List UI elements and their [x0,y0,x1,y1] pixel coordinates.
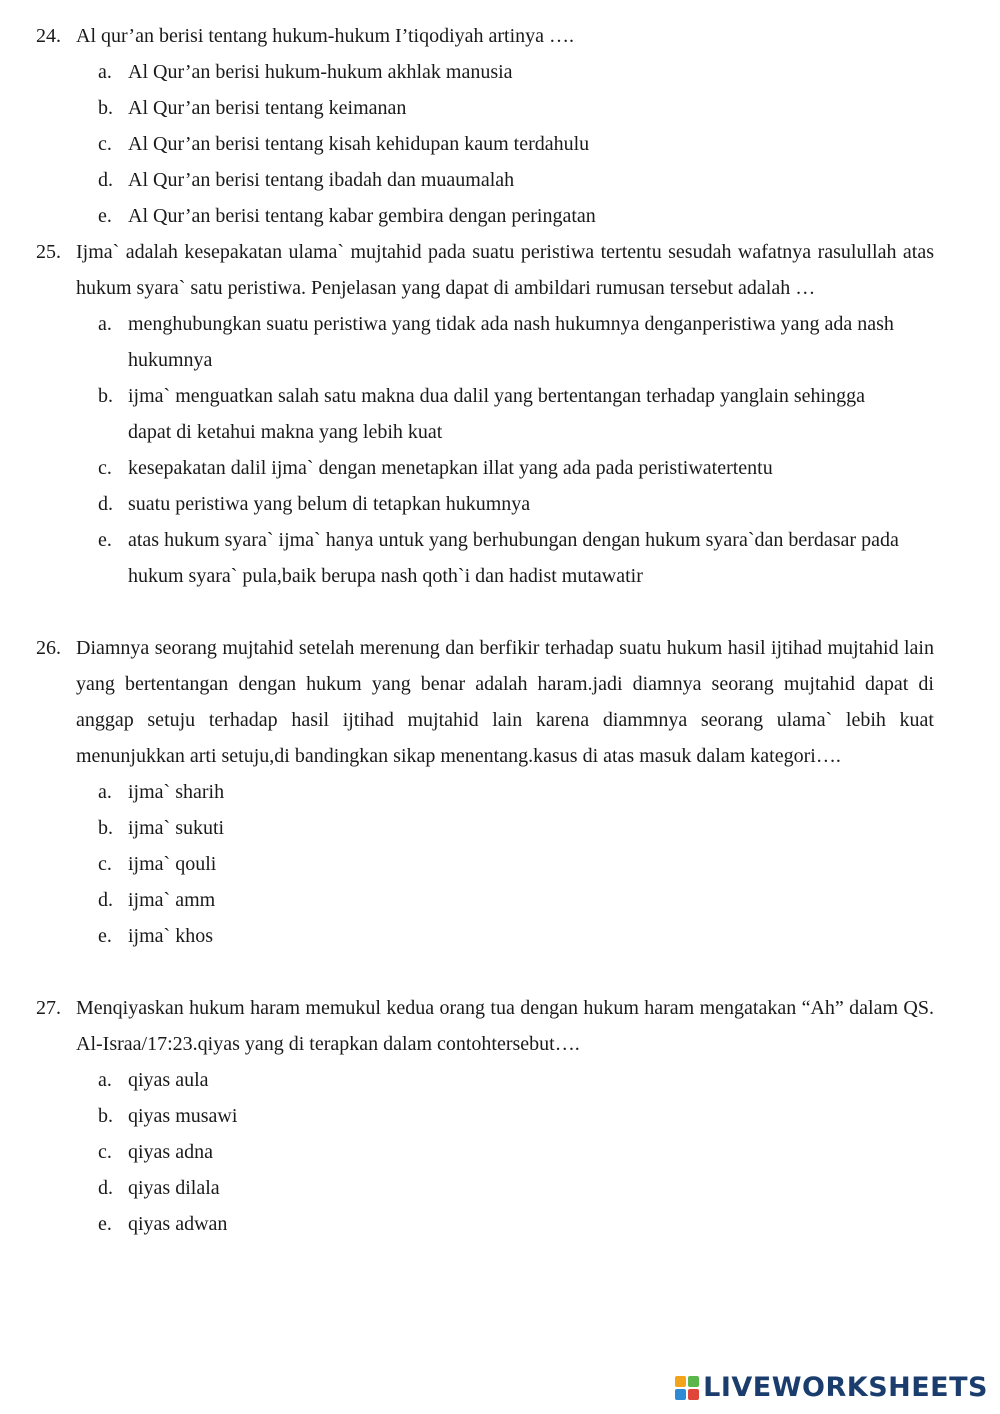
option-text: ijma` khos [128,925,213,947]
logo-tile [675,1389,686,1400]
option-text: ijma` qouli [128,853,217,875]
option-text: menghubungkan suatu peristiwa yang tidak ada nash hukumnya denganperistiwa yang ada nash hukumnya [128,313,894,371]
question-number: 27. [36,997,61,1019]
option-letter: e. [98,529,112,551]
option-a[interactable] [0,54,1000,90]
option-d[interactable] [0,486,1000,522]
option-text: ijma` amm [128,889,216,911]
option-text: qiyas dilala [128,1177,220,1199]
option-b[interactable] [0,90,1000,126]
question-text: Diamnya seorang mujtahid setelah merenung dan berfikir terhadap suatu hukum hasil ijtihad mujtahid lain yang bertentangan dengan hukum yang benar adalah haram.jadi diamnya seorang mujtahid dapat di anggap setuju terhadap hasil ijtihad mujtahid lain karena diammnya seorang ulama` lebih kuat menunjukkan arti setuju,di bandingkan sikap menentang.kasus di atas masuk dalam kategori…. [76,637,934,767]
option-letter: d. [98,169,113,191]
option-text: Al Qur’an berisi tentang ibadah dan muaumalah [128,169,515,191]
option-text: qiyas musawi [128,1105,238,1127]
logo-tile [675,1376,686,1387]
option-text: ijma` sukuti [128,817,225,839]
option-e[interactable] [0,522,1000,594]
options-list [0,774,1000,954]
option-letter: a. [98,1069,112,1091]
option-letter: c. [98,133,112,155]
logo-tile [688,1376,699,1387]
option-b[interactable] [0,378,1000,450]
option-text: atas hukum syara` ijma` hanya untuk yang berhubungan dengan hukum syara`dan berdasar pada hukum syara` pula,baik berupa nash qoth`i dan hadist mutawatir [128,529,899,587]
option-letter: c. [98,457,112,479]
question-26 [0,630,1000,954]
option-letter: d. [98,889,113,911]
question-number: 26. [36,637,61,659]
logo-tile [688,1389,699,1400]
option-letter: d. [98,493,113,515]
question-number: 24. [36,25,61,47]
option-letter: b. [98,817,113,839]
question-24 [0,18,1000,234]
liveworksheets-brand[interactable] [675,1372,988,1403]
brand-name: LIVEWORKSHEETS [703,1372,988,1403]
option-b[interactable] [0,810,1000,846]
question-25 [0,234,1000,594]
option-letter: c. [98,853,112,875]
option-c[interactable] [0,126,1000,162]
question-text: Menqiyaskan hukum haram memukul kedua orang tua dengan hukum haram mengatakan “Ah” dalam QS. Al-Israa/17:23.qiyas yang di terapkan dalam contohtersebut…. [76,997,934,1055]
option-letter: a. [98,61,112,83]
option-text: suatu peristiwa yang belum di tetapkan hukumnya [128,493,531,515]
option-letter: e. [98,205,112,227]
option-letter: b. [98,97,113,119]
option-a[interactable] [0,1062,1000,1098]
liveworksheets-logo-icon [675,1376,699,1400]
option-letter: a. [98,781,112,803]
question-text: Al qur’an berisi tentang hukum-hukum I’tiqodiyah artinya …. [76,25,575,47]
options-list [0,1062,1000,1242]
option-d[interactable] [0,882,1000,918]
option-letter: e. [98,925,112,947]
option-e[interactable] [0,198,1000,234]
option-e[interactable] [0,1206,1000,1242]
option-letter: b. [98,1105,113,1127]
option-text: qiyas adna [128,1141,213,1163]
option-letter: e. [98,1213,112,1235]
option-letter: c. [98,1141,112,1163]
options-list [0,306,1000,594]
option-d[interactable] [0,162,1000,198]
option-c[interactable] [0,450,1000,486]
option-e[interactable] [0,918,1000,954]
question-number: 25. [36,241,61,263]
option-text: Al Qur’an berisi hukum-hukum akhlak manusia [128,61,513,83]
option-a[interactable] [0,306,1000,378]
options-list [0,54,1000,234]
option-text: ijma` sharih [128,781,225,803]
option-text: qiyas aula [128,1069,209,1091]
option-letter: d. [98,1177,113,1199]
option-text: kesepakatan dalil ijma` dengan menetapkan illat yang ada pada peristiwatertentu [128,457,773,479]
option-text: Al Qur’an berisi tentang keimanan [128,97,407,119]
option-text: qiyas adwan [128,1213,228,1235]
option-d[interactable] [0,1170,1000,1206]
option-c[interactable] [0,846,1000,882]
option-a[interactable] [0,774,1000,810]
option-b[interactable] [0,1098,1000,1134]
question-text: Ijma` adalah kesepakatan ulama` mujtahid pada suatu peristiwa tertentu sesudah wafatnya rasulullah atas hukum syara` satu peristiwa. Penjelasan yang dapat di ambildari rumusan tersebut adalah … [76,241,934,299]
option-letter: a. [98,313,112,335]
option-c[interactable] [0,1134,1000,1170]
option-text: ijma` menguatkan salah satu makna dua dalil yang bertentangan terhadap yanglain sehingga dapat di ketahui makna yang lebih kuat [128,385,865,443]
option-letter: b. [98,385,113,407]
option-text: Al Qur’an berisi tentang kabar gembira dengan peringatan [128,205,596,227]
option-text: Al Qur’an berisi tentang kisah kehidupan kaum terdahulu [128,133,590,155]
question-27 [0,990,1000,1242]
